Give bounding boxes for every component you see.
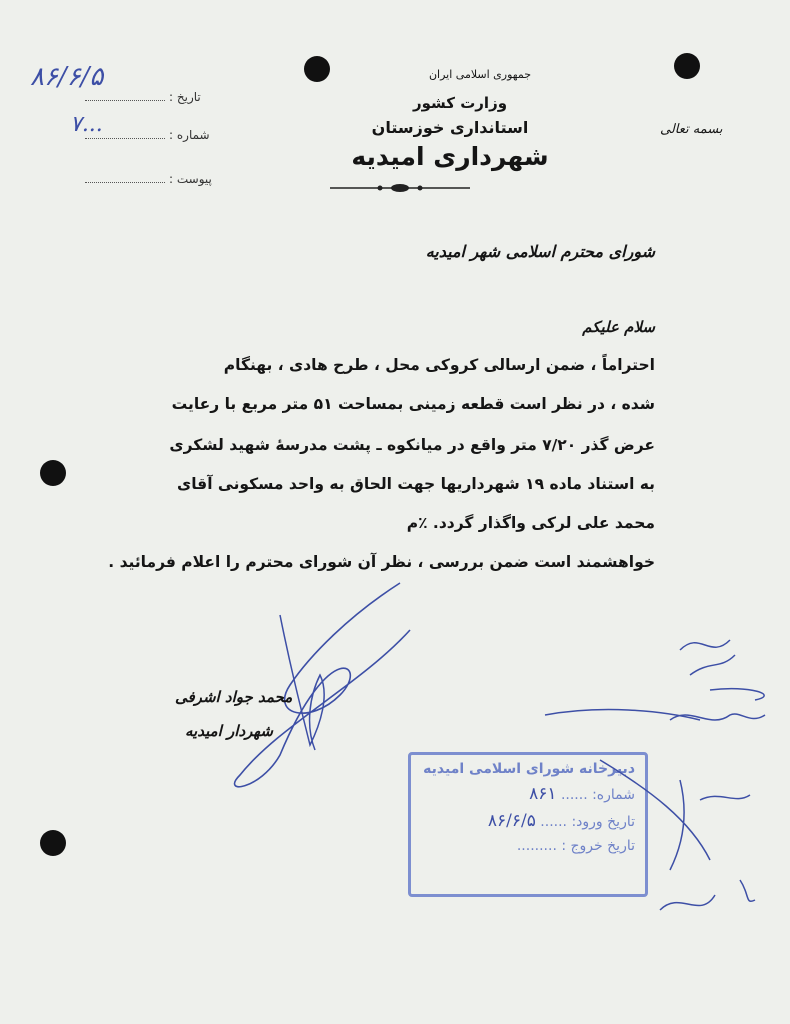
letterhead-country: جمهوری اسلامی ایران <box>428 68 532 81</box>
body-line: محمد علی لرکی واگذار گردد. ٪م <box>406 514 655 532</box>
number-field: شماره : <box>85 128 210 142</box>
stamp-entry-label: تاریخ ورود: ...... <box>540 814 635 830</box>
stamp-number-label: شماره: ...... <box>560 787 635 803</box>
signatory-title: شهردار امیدیه <box>185 722 273 740</box>
handwritten-signature <box>200 575 420 795</box>
stamp-number-value: ۸۶۱ <box>529 784 557 804</box>
punch-hole <box>40 460 66 486</box>
punch-hole <box>40 830 66 856</box>
date-field: تاریخ : <box>85 90 201 104</box>
date-handwritten: ۸۶/۶/۵ <box>30 62 104 92</box>
letterhead-governorate: استانداری خوزستان <box>371 118 529 137</box>
attachment-label: پیوست <box>176 172 212 186</box>
body-line: عرض گذر ۷/۲۰ متر واقع در میانکوه ـ پشت مدرسهٔ شهید لشکری <box>169 436 655 454</box>
body-line: احتراماً ، ضمن ارسالی کروکی محل ، طرح هادی ، بهنگام <box>223 356 655 374</box>
number-label: شماره <box>176 128 210 142</box>
date-label: تاریخ <box>176 90 201 104</box>
body-line: شده ، در نظر است قطعه زمینی بمساحت ۵۱ متر مربع با رعایت <box>171 395 655 413</box>
body-line: به استناد ماده ۱۹ شهرداریها جهت الحاق به واحد مسکونی آقای <box>177 475 655 493</box>
punch-hole <box>674 53 700 79</box>
attachment-field: پیوست : <box>85 172 212 186</box>
ornament-divider <box>330 182 470 194</box>
signatory-name: محمد جواد اشرفی <box>175 688 293 706</box>
stamp-title: دبیرخانه شورای اسلامی امیدیه <box>423 761 635 777</box>
letterhead-municipality: شهرداری امیدیه <box>351 142 549 171</box>
stamp-entry-value: ۸۶/۶/۵ <box>487 811 536 831</box>
handwritten-notes <box>540 620 780 930</box>
stamp-exit-label: تاریخ خروج : ......... <box>516 838 635 854</box>
greeting: سلام علیکم <box>582 318 655 336</box>
body-line: خواهشمند است ضمن بررسی ، نظر آن شورای محترم را اعلام فرمائید . <box>108 553 655 571</box>
number-handwritten: ۷... <box>70 112 103 137</box>
recipient: شورای محترم اسلامی شهر امیدیه <box>425 242 655 261</box>
invocation-text: بسمه تعالی <box>660 122 723 137</box>
letterhead-ministry: وزارت کشور <box>412 94 508 112</box>
